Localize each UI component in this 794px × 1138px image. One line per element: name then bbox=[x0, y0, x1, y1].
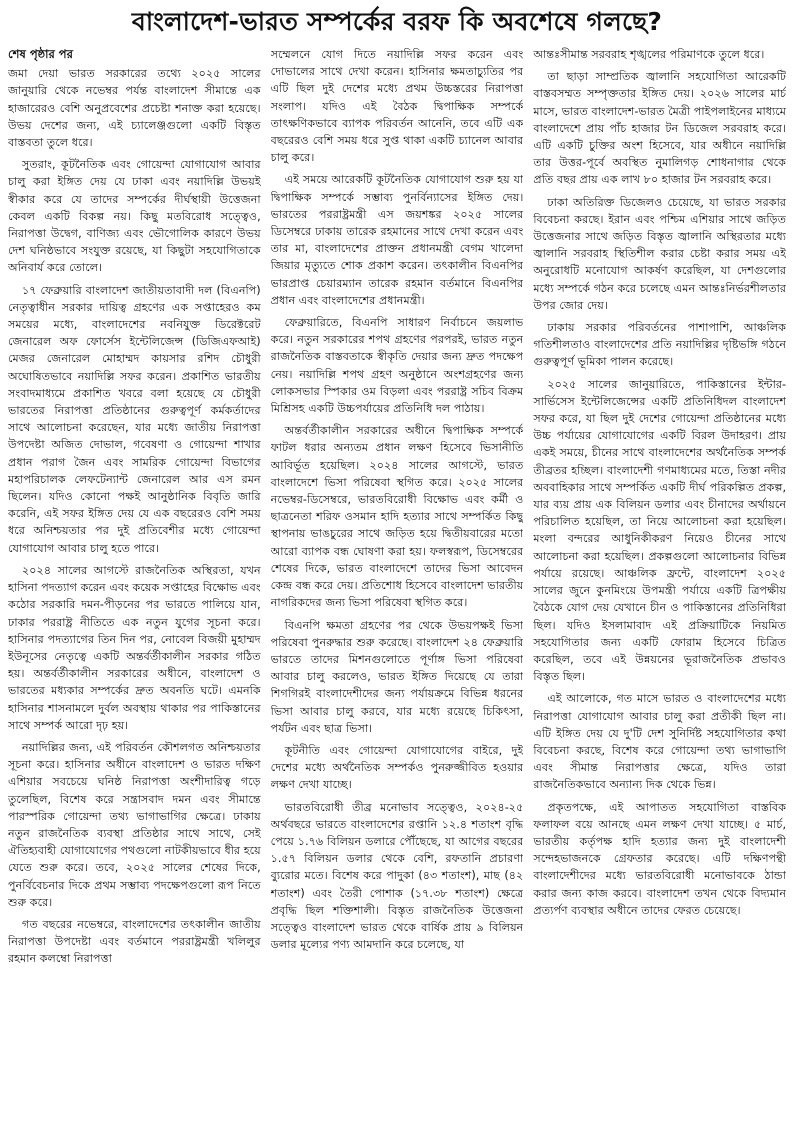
headline: বাংলাদেশ-ভারত সম্পর্কের বরফ কি অবশেষে গলছে? bbox=[131, 7, 663, 36]
article-paragraph: সম্মেলনে যোগ দিতে নয়াদিল্লি সফর করেন এবং দোভালের সাথে দেখা করেন। হাসিনার ক্ষমতাচ্যুতির পর এটি ছিল দুই দেশের মধ্যে প্রথম উচ্চস্তরের নিরাপত্তা সংলাপ। যদিও এই বৈঠক দ্বিপাক্ষিক সম্পর্কে তাৎক্ষণিকভাবে ব্যাপক পরিবর্তন আনেনি, তবে এটি এক বছরেরও বেশি সময় ধরে সুপ্ত থাকা একটি চ্যানেল আবার চালু করে। bbox=[270, 48, 524, 165]
article-column-3 bbox=[533, 46, 786, 1134]
article-paragraph: ঢাকায় সরকার পরিবর্তনের পাশাপাশি, আঞ্চলিক গতিশীলতাও বাংলাদেশের প্রতি নয়াদিল্লির দৃষ্টিভঙ্গি গঠনে গুরুত্বপূর্ণ ভূমিকা পালন করেছে। bbox=[533, 321, 787, 369]
article-paragraph: প্রকৃতপক্ষে, এই আপাতত সহযোগিতা বাস্তবিক ফলাফল বয়ে আনছে এমন লক্ষণ দেখা যাচ্ছে। ৫ মার্চ, ভারতীয় কর্তৃপক্ষ হাদি হত্যার জন্য দুই বাংলাদেশী সন্দেহভাজনকে গ্রেফতার করেছে। এটি দক্ষিণপন্থী বাংলাদেশীদের মধ্যে ভারতবিরোধী মনোভাবকে ঠান্ডা করার জন্য কাজ করবে। বাংলাদেশ তখন থেকে বিদ্যমান প্রত্যর্পণ ব্যবস্থার অধীনে তাদের ফেরত চেয়েছে। bbox=[533, 800, 787, 917]
article-paragraph: ফেব্রুয়ারিতে, বিএনপি সাধারণ নির্বাচনে জয়লাভ করে। নতুন সরকারের শপথ গ্রহণের পরপরই, ভারত নতুন রাজনৈতিক বাস্তবতাকে স্বীকৃতি দেয়ার জন্য দ্রুত পদক্ষেপ নেয়। নয়াদিল্লি শপথ গ্রহণ অনুষ্ঠানে অংশগ্রহণের জন্য লোকসভার স্পিকার ওম বিড়লা এবং পররাষ্ট্র সচিব বিক্রম মিশ্রিসহ একটি উচ্চপর্যায়ের প্রতিনিধি দল পাঠায়। bbox=[270, 316, 524, 416]
article-paragraph: এই সময়ে আরেকটি কূটনৈতিক যোগাযোগ শুরু হয় যা দ্বিপাক্ষিক সম্পর্কে সম্ভাব্য পুনর্বিন্যাসের ইঙ্গিত দেয়। ভারতের পররাষ্ট্রমন্ত্রী এস জয়শঙ্কর ২০২৫ সালের ডিসেম্বরে ঢাকায় তারেক রহমানের সাথে দেখা করেন এবং তার মা, বাংলাদেশের প্রাক্তন প্রধানমন্ত্রী বেগম খালেদা জিয়ার মৃত্যুতে শোক প্রকাশ করেন। তৎকালীন বিএনপির ভারপ্রাপ্ত চেয়ারম্যান তারেক রহমান বর্তমানে বিএনপির প্রধান এবং বাংলাদেশের প্রধানমন্ত্রী। bbox=[270, 173, 524, 307]
article-column-2 bbox=[271, 46, 524, 1134]
article-paragraph: এই আলোকে, গত মাসে ভারত ও বাংলাদেশের মধ্যে নিরাপত্তা যোগাযোগ আবার চালু করা প্রতীকী ছিল না। এটি ইঙ্গিত দেয় যে দু'টি দেশ সুনির্দিষ্ট সহযোগিতার কথা বিবেচনা করছে, বিশেষ করে গোয়েন্দা তথ্য ভাগাভাগি এবং সীমান্ত নিরাপত্তার ক্ষেত্রে, যদিও তারা রাজনৈতিকভাবে অন্যান্য দিক থেকে ভিন্ন। bbox=[533, 692, 787, 792]
article-paragraph: জমা দেয়া ভারত সরকারের তথ্যে ২০২৫ সালের জানুয়ারি থেকে নভেম্বর পর্যন্ত বাংলাদেশ সীমান্তে এক হাজারেরও বেশি অনুপ্রবেশের প্রচেষ্টা শনাক্ত করা হয়েছে। উভয় দেশের জন্য, এই চ্যালেঞ্জগুলো একটি বিস্তৃত বাস্তবতা তুলে ধরে। bbox=[8, 67, 261, 150]
article-paragraph: ২০২৪ সালের আগস্টে রাজনৈতিক অস্থিরতা, যখন হাসিনা পদত্যাগ করেন এবং কয়েক সপ্তাহের বিক্ষোভ এবং কঠোর সরকারি দমন-পীড়নের পর ভারতে পালিয়ে যান, ঢাকার পররাষ্ট্র নীতিতে এক নতুন যুগের সূচনা করে। হাসিনার পদত্যাগের তিন দিন পর, নোবেল বিজয়ী মুহাম্মদ ইউনূসের নেতৃত্বে একটি অন্তর্বর্তীকালীন সরকার গঠিত হয়। অন্তর্বর্তীকালীন সরকারের অধীনে, বাংলাদেশ ও ভারতের মধ্যকার সম্পর্কের দ্রুত অবনতি ঘটে। এমনকি হাসিনার শাসনামলে দুর্বল অবস্থায় থাকার পর পাকিস্তানের সাথে সম্পর্ক আরো দৃঢ় হয়। bbox=[8, 563, 261, 732]
article-paragraph: ভারতবিরোধী তীব্র মনোভাব সত্ত্বেও, ২০২৪-২৫ অর্থবছরে ভারতে বাংলাদেশের রপ্তানি ১২.৪ শতাংশ বৃদ্ধি পেয়ে ১.৭৬ বিলিয়ন ডলারে পৌঁছেছে, যা আগের বছরের ১.৫৭ বিলিয়ন ডলার থেকে বেশি, রফতানি প্রচারণা ব্যুরোর মতে। বিশেষ করে পাদুকা (৪৩ শতাংশ), মাছ (৪২ শতাংশ) এবং তৈরী পোশাক (১৭.৩৮ শতাংশ) ক্ষেত্রে প্রবৃদ্ধি ছিল শক্তিশালী। বিস্তৃত রাজনৈতিক উত্তেজনা সত্ত্বেও বাংলাদেশ ভারত থেকে বার্ষিক প্রায় ৯ বিলিয়ন ডলার মূল্যের পণ্য আমদানি করে চলেছে, যা bbox=[270, 800, 524, 952]
article-paragraph: নয়াদিল্লির জন্য, এই পরিবর্তন কৌশলগত অনিশ্চয়তার সূচনা করে। হাসিনার অধীনে বাংলাদেশ ও ভারত দক্ষিণ এশিয়ার সবচেয়ে ঘনিষ্ঠ নিরাপত্তা অংশীদারিত্ব গড়ে তুলেছিল, বিশেষ করে সন্ত্রাসবাদ দমন এবং সীমান্তে পারস্পরিক গোয়েন্দা তথ্য ভাগাভাগির ক্ষেত্রে। ঢাকায় নতুন রাজনৈতিক ব্যবস্থা প্রতিষ্ঠার সাথে সাথে, সেই ঐতিহ্যবাহী যোগাযোগের পথগুলো নাটকীয়ভাবে ধীর হয়ে যেতে শুরু করে। তবে, ২০২৫ সালের শেষের দিকে, পুনর্বিবেচনার দিকে প্রথম সম্ভাব্য পদক্ষেপগুলো রূপ নিতে শুরু করে। bbox=[8, 740, 261, 909]
article-column-1 bbox=[8, 46, 261, 1134]
article-paragraph: বিএনপি ক্ষমতা গ্রহণের পর থেকে উভয়পক্ষই ভিসা পরিষেবা পুনরুদ্ধার শুরু করেছে। বাংলাদেশ ২৪ ফেব্রুয়ারি ভারতে তাদের মিশনগুলোতে পূর্ণাঙ্গ ভিসা পরিষেবা আবার চালু করলেও, ভারত ইঙ্গিত দিয়েছে যে তারা শিগগিরই বাংলাদেশীদের জন্য পর্যায়ক্রমে বিভিন্ন ধরনের ভিসা আবার চালু করবে, যার মধ্যে রয়েছে চিকিৎসা, পর্যটন এবং ছাত্র ভিসা। bbox=[270, 618, 524, 735]
continued-from-label: শেষ পৃষ্ঠার পর bbox=[8, 47, 73, 61]
article-paragraph: গত বছরের নভেম্বরে, বাংলাদেশের তৎকালীন জাতীয় নিরাপত্তা উপদেষ্টা এবং বর্তমানে পররাষ্ট্রমন্ত্রী খলিলুর রহমান কলম্বো নিরাপত্তা bbox=[8, 917, 261, 966]
article-paragraph: ঢাকা অতিরিক্ত ডিজেলও চেয়েছে, যা ভারত সরকার বিবেচনা করছে। ইরান এবং পশ্চিম এশিয়ার সাথে জড়িত উত্তেজনার সাথে জড়িত বিস্তৃত জ্বালানি অস্থিরতার মধ্যে জ্বালানি সরবরাহ স্থিতিশীল করার চেষ্টা করার সময় এই অনুরোধটি মনোযোগ আকর্ষণ করেছিল, যা দেশগুলোর মধ্যে সম্পর্কে গঠন করে চলেছে এমন আন্তঃনির্ভরশীলতার উপর জোর দেয়। bbox=[533, 195, 787, 312]
article-paragraph: অন্তর্বর্তীকালীন সরকারের অধীনে দ্বিপাক্ষিক সম্পর্কে ফাটল ধরার অন্যতম প্রধান লক্ষণ হিসেবে ভিসানীতি আবির্ভূত হয়েছিল। ২০২৪ সালের আগস্টে, ভারত বাংলাদেশে ভিসা পরিষেবা স্থগিত করে। ২০২৫ সালের নভেম্বর-ডিসেম্বরে, ভারতবিরোধী বিক্ষোভ এবং কর্মী ও ছাত্রনেতা শরিফ ওসমান হাদি হত্যার সাথে সম্পর্কিত কিছু স্থাপনায় ভাঙচুরের সাথে জড়িত হয়ে দ্বিতীয়বারের মতো আরো ব্যাপক বন্ধ ঘোষণা করা হয়। ফলস্বরূপ, ডিসেম্বরের শেষের দিকে, ভারত বাংলাদেশে তাদের ভিসা আবেদন কেন্দ্র বন্ধ করে দেয়। প্রতিশোধ হিসেবে বাংলাদেশ ভারতীয় নাগরিকদের জন্য ভিসা পরিষেবা স্থগিত করে। bbox=[270, 424, 524, 610]
article-paragraph: তা ছাড়া সাম্প্রতিক জ্বালানি সহযোগিতা আরেকটি বাস্তবসম্মত সম্পৃক্ততার ইঙ্গিত দেয়। ২০২৬ সালের মার্চ মাসে, ভারত বাংলাদেশ-ভারত মৈত্রী পাইপলাইনের মাধ্যমে বাংলাদেশে প্রায় পাঁচ হাজার টন ডিজেল সরবরাহ করে। এটি একটি চুক্তির অংশ হিসেবে, যার অধীনে নয়াদিল্লি তার উত্তর-পূর্বে অবস্থিত নুমালিগড় শোধনাগার থেকে প্রতি বছর প্রায় এক লাখ ৮০ হাজার টন সরবরাহ করে। bbox=[533, 70, 787, 187]
article-paragraph: সুতরাং, কূটনৈতিক এবং গোয়েন্দা যোগাযোগ আবার চালু করা ইঙ্গিত দেয় যে ঢাকা এবং নয়াদিল্লি উভয়ই স্বীকার করে যে তাদের সম্পর্কের দীর্ঘস্থায়ী উত্তেজনা কেবল একটি বিকল্প নয়। কিছু মতবিরোধ সত্ত্বেও, নিরাপত্তা উদ্বেগ, বাণিজ্য এবং ভৌগোলিক কারণে উভয় দেশ ঘনিষ্ঠভাবে সংযুক্ত রয়েছে, যা কিছুটা সহযোগিতাকে অনিবার্য করে তোলে। bbox=[8, 158, 261, 275]
article-paragraph: আন্তঃসীমান্ত সরবরাহ শৃঙ্খলের পরিমাণকে তুলে ধরে। bbox=[533, 48, 765, 61]
article-paragraph: ২০২৫ সালের জানুয়ারিতে, পাকিস্তানের ইন্টার-সার্ভিসেস ইন্টেলিজেন্সের একটি প্রতিনিধিদল বাংলাদেশ সফর করে, যা ছিল দুই দেশের গোয়েন্দা প্রতিষ্ঠানের মধ্যে উচ্চ পর্যায়ের যোগাযোগের একটি বিরল উদাহরণ। প্রায় একই সময়ে, চীনের সাথে বাংলাদেশের অর্থনৈতিক সম্পর্ক তীব্রতর হচ্ছিল। বাংলাদেশী গণমাধ্যমের মতে, তিস্তা নদীর অববাহিকার সাথে সম্পর্কিত একটি দীর্ঘ পরিকল্পিত প্রকল্প, যার ব্যয় প্রায় এক বিলিয়ন ডলার এবং চীনাদের অর্থায়নে পরিচালিত হয়েছিল, তা নিয়ে আলোচনা করা হয়েছিল। মংলা বন্দরের আধুনিকীকরণ নিয়েও চীনের সাথে আলোচনা করা হয়েছিল। প্রকল্পগুলো আলোচনার বিভিন্ন পর্যায়ে রয়েছে। আঞ্চলিক ফ্রন্টে, বাংলাদেশ ২০২৫ সালের জুনে কুনমিংয়ে উপমন্ত্রী পর্যায়ে একটি ত্রিপক্ষীয় বৈঠকে যোগ দেয় যেখানে চীন ও পাকিস্তানের প্রতিনিধিরা ছিল। যদিও ইসলামাবাদ এই প্রক্রিয়াটিকে নিয়মিত সহযোগিতার জন্য একটি ফোরাম হিসেবে চিত্রিত করেছিল, তবে এই উন্নয়নের ভূরাজনৈতিক প্রভাবও বিস্তৃত ছিল। bbox=[533, 377, 787, 684]
article-paragraph: ১৭ ফেব্রুয়ারি বাংলাদেশ জাতীয়তাবাদী দল (বিএনপি) নেতৃত্বাধীন সরকার দায়িত্ব গ্রহণের এক সপ্তাহেরও কম সময়ের মধ্যে, বাংলাদেশের নবনিযুক্ত ডিরেক্টরেট জেনারেল অফ ফোর্সেস ইন্টেলিজেন্স (ডিজিএফআই) মেজর জেনারেল মোহাম্মদ কায়সার রশিদ চৌধুরী অঘোষিতভাবে নয়াদিল্লি সফর করেন। প্রকাশিত ভারতীয় সংবাদমাধ্যমে প্রকাশিত খবরে বলা হয়েছে যে চৌধুরী ভারতের নিরাপত্তা প্রতিষ্ঠানের গুরুত্বপূর্ণ কর্মকর্তাদের সাথে আলোচনা করেছেন, যার মধ্যে জাতীয় নিরাপত্তা উপদেষ্টা অজিত দোভাল, গবেষণা ও গোয়েন্দা শাখার প্রধান পরাগ জৈন এবং সামরিক গোয়েন্দা বিভাগের মহাপরিচালক লেফটেন্যান্ট জেনারেল আর এস রমন ছিলেন। যদিও কোনো পক্ষই আনুষ্ঠানিক বিবৃতি জারি করেনি, এই সফর ইঙ্গিত দেয় যে এক বছরেরও বেশি সময় ধরে অনিশ্চয়তার পর দুই প্রতিবেশীর মধ্যে গোয়েন্দা যোগাযোগ আবার চালু হতে পারে। bbox=[8, 283, 261, 555]
article-columns bbox=[8, 46, 786, 1134]
article-paragraph: কূটনীতি এবং গোয়েন্দা যোগাযোগের বাইরে, দুই দেশের মধ্যে অর্থনৈতিক সম্পর্কও পুনরুজ্জীবিত হওয়ার লক্ষণ দেখা যাচ্ছে। bbox=[270, 743, 524, 792]
